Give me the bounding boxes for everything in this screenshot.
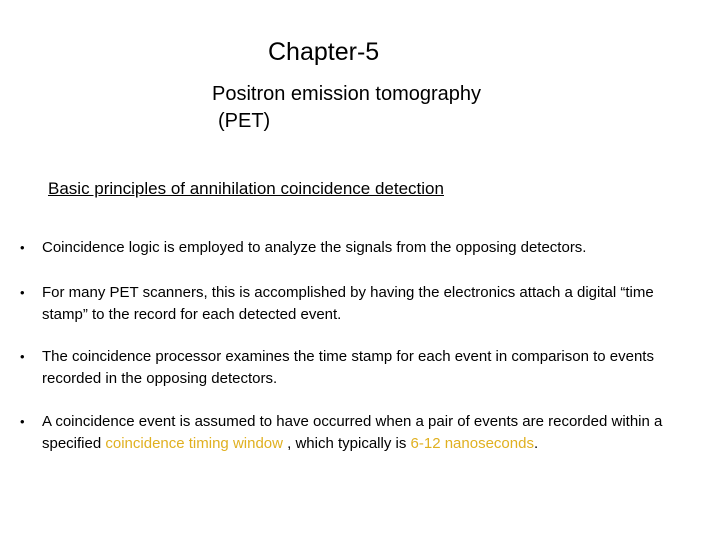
highlight-nanoseconds: 6-12 nanoseconds: [410, 435, 534, 452]
bullet-marker: •: [20, 285, 25, 300]
bullet-item-1: [20, 237, 680, 259]
bullet-marker: •: [20, 349, 25, 364]
bullet-item-2: [20, 282, 680, 326]
bullet-text-part: , which typically is: [282, 435, 411, 452]
bullet-text: [42, 411, 680, 455]
bullet-text-part: .: [533, 435, 539, 452]
bullet-text: For many PET scanners, this is accomplished by having the electronics attach a digital “time stamp” to the record for each detected event.: [42, 284, 654, 323]
bullet-marker: •: [20, 414, 25, 429]
highlight-timing-window: coincidence timing window: [105, 435, 283, 452]
section-heading: Basic principles of annihilation coincidence detection: [48, 179, 444, 198]
bullet-text-part: A coincidence event is assumed to have occurred when a pair of events are recorded within a specified: [42, 413, 663, 452]
bullet-marker: •: [20, 240, 25, 255]
subtitle-line-2: (PET): [218, 110, 271, 132]
bullet-text: Coincidence logic is employed to analyze the signals from the opposing detectors.: [42, 239, 587, 256]
chapter-title: Chapter-5: [268, 38, 380, 66]
subtitle-line-1: Positron emission tomography: [212, 83, 482, 105]
bullet-text: The coincidence processor examines the time stamp for each event in comparison to events recorded in the opposing detectors.: [42, 348, 654, 387]
bullet-item-3: [20, 346, 680, 390]
bullet-item-4: [20, 411, 680, 455]
